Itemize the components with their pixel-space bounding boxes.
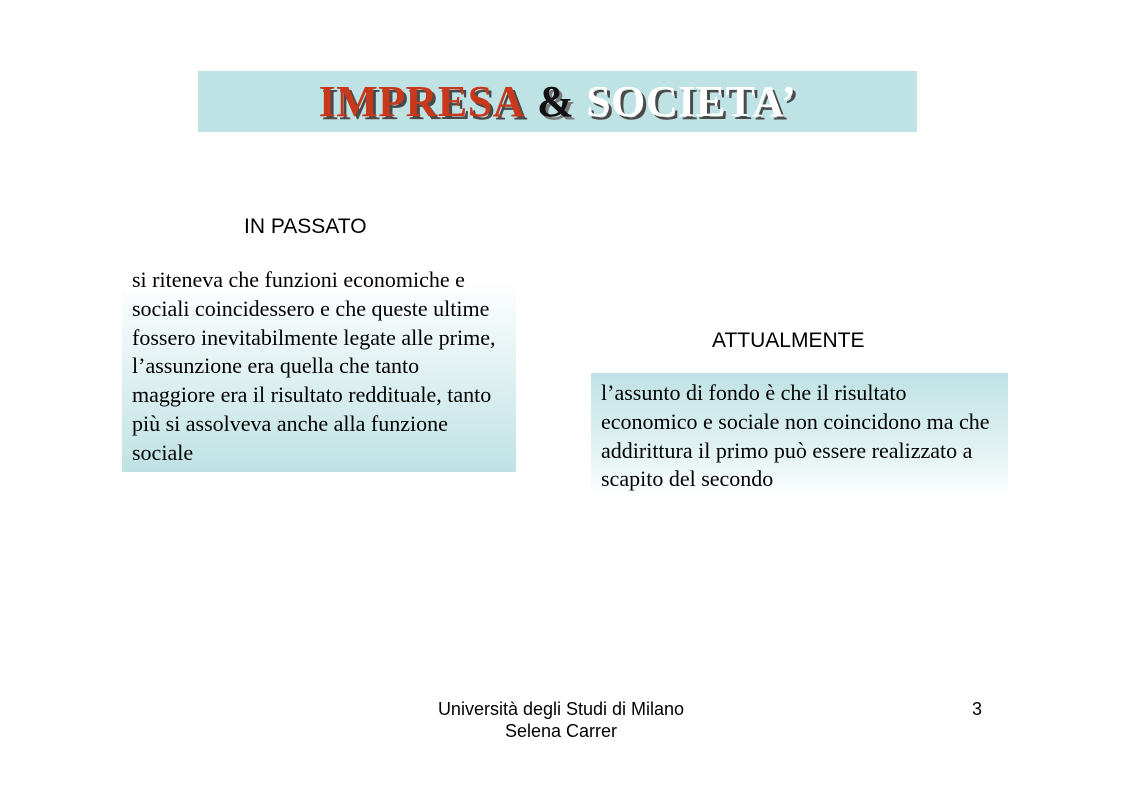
footer bbox=[410, 698, 712, 742]
text-box-in-passato: si riteneva che funzioni economiche e sociali coincidessero e che queste ultime fossero inevitabilmente legate alle prime, l’assunzione era quella che tanto maggiore era il risultato reddituale, tanto più si assolveva anche alla funzione sociale bbox=[122, 265, 516, 472]
heading-attualmente: ATTUALMENTE bbox=[712, 329, 865, 352]
heading-in-passato: IN PASSATO bbox=[244, 215, 367, 238]
page-number: 3 bbox=[972, 699, 983, 719]
footer-author: Selena Carrer bbox=[504, 721, 618, 741]
title-word-impresa: IMPRESA bbox=[318, 76, 526, 126]
title-ampersand: & bbox=[537, 76, 575, 126]
title-banner bbox=[198, 71, 917, 132]
title-word-societa: SOCIETA’ bbox=[586, 76, 797, 126]
text-box-attualmente: l’assunto di fondo è che il risultato economico e sociale non coincidono ma che addirittura il primo può essere realizzato a scapito del secondo bbox=[591, 373, 1008, 497]
footer-institution: Università degli Studi di Milano bbox=[437, 699, 685, 719]
